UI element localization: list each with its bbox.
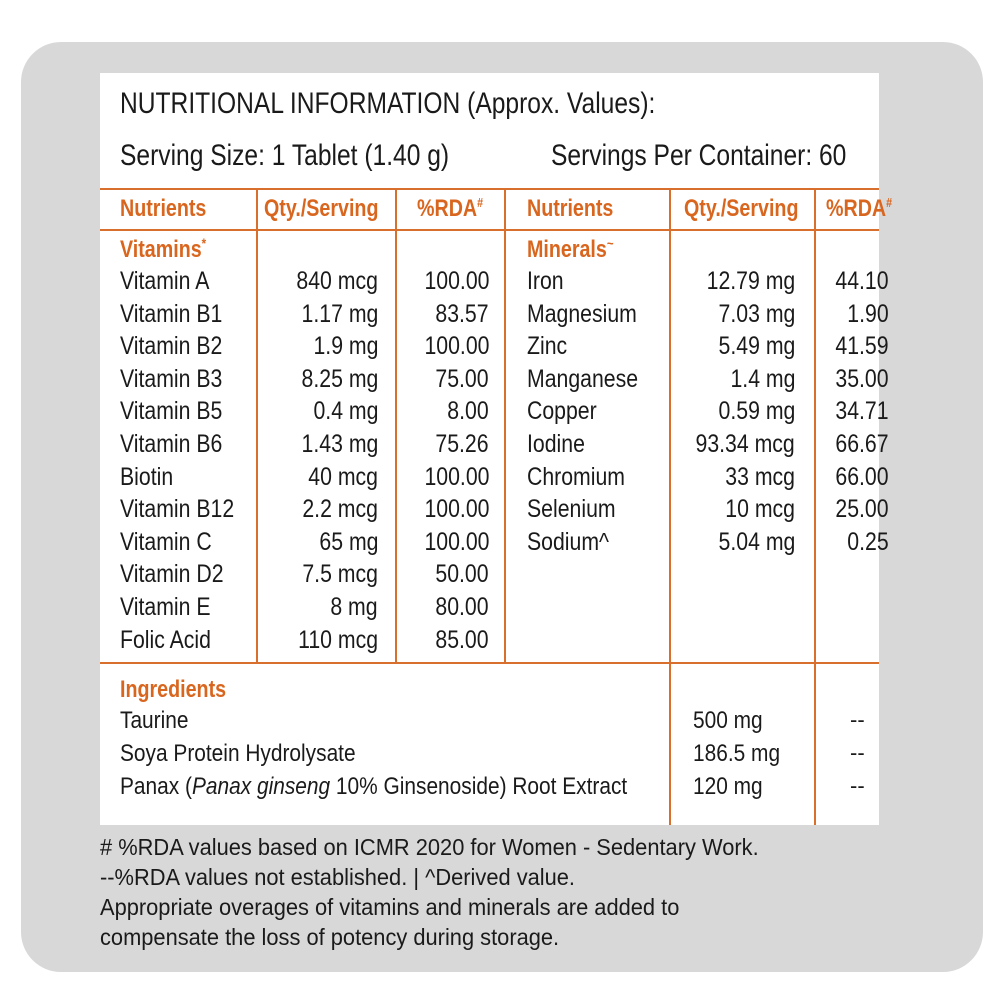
nutrient-name: Vitamin C (120, 527, 212, 556)
vitamins-row (120, 528, 495, 561)
vitamins-row (120, 267, 495, 300)
nutrient-qty: 2.2 mcg (302, 495, 378, 524)
nutrient-qty: 93.34 mcg (695, 429, 795, 458)
minerals-list (527, 267, 889, 560)
nutrient-rda: 100.00 (424, 462, 489, 491)
minerals-row (527, 429, 889, 463)
header-nutrients-right: Nutrients (527, 195, 614, 222)
footnote: compensate the loss of potency during storage. (100, 924, 560, 950)
nutrient-rda: 75.26 (435, 429, 489, 458)
minerals-row (527, 332, 889, 365)
nutrient-rda: 35.00 (835, 364, 889, 393)
ingredient-name: Soya Protein Hydrolysate (120, 740, 356, 767)
nutrient-qty: 12.79 mg (706, 267, 795, 295)
vitamins-label: Vitamins* (120, 235, 207, 263)
vitamins-row (120, 463, 495, 496)
ingredient-rda: -- (850, 773, 865, 798)
header-rda-right: %RDA# (826, 195, 893, 222)
nutrient-name: Chromium (527, 462, 626, 491)
nutrient-qty: 65 mg (318, 527, 378, 556)
minerals-row (527, 267, 889, 300)
header-qty-right: Qty./Serving (684, 195, 799, 222)
nutrient-rda: 100.00 (424, 527, 489, 556)
nutrient-qty: 7.5 mcg (302, 560, 378, 589)
nutrient-rda: 100.00 (424, 495, 489, 524)
nutrient-qty: 7.03 mg (718, 299, 795, 328)
nutrient-rda: 50.00 (435, 560, 489, 589)
nutrient-rda: 44.10 (835, 267, 889, 295)
header-rda-left: %RDA# (417, 195, 484, 222)
ingredients-label: Ingredients (120, 676, 227, 703)
ingredient-rda: -- (850, 707, 865, 732)
nutrient-qty: 0.4 mg (313, 397, 378, 426)
nutrient-rda: 1.90 (847, 299, 889, 328)
nutrient-rda: 83.57 (435, 299, 489, 328)
serving-size: Serving Size: 1 Tablet (1.40 g) (120, 139, 450, 172)
nutrient-rda: 25.00 (835, 495, 889, 524)
nutrient-qty: 40 mcg (308, 462, 378, 491)
nutrient-qty: 1.4 mg (730, 364, 795, 393)
nutrient-name: Manganese (527, 364, 639, 393)
nutrient-name: Folic Acid (120, 625, 211, 654)
nutrition-panel (100, 73, 893, 825)
vitamins-row (120, 593, 495, 626)
nutrient-qty: 110 mcg (298, 625, 378, 654)
nutrient-rda: 100.00 (424, 267, 489, 295)
nutrient-rda: 100.00 (424, 332, 489, 361)
ingredient-qty: 186.5 mg (693, 740, 781, 767)
nutrient-name: Vitamin E (120, 592, 211, 621)
nutrient-qty: 10 mcg (725, 495, 795, 524)
nutrient-qty: 1.9 mg (313, 332, 378, 361)
ingredient-qty: 500 mg (693, 707, 763, 734)
footnote: # %RDA values based on ICMR 2020 for Women - Sedentary Work. (100, 834, 759, 860)
nutrient-name: Vitamin B2 (120, 332, 223, 361)
nutrient-name: Iron (527, 267, 564, 295)
col-divider-3 (504, 188, 506, 664)
nutrient-qty: 1.17 mg (301, 299, 378, 328)
nutrient-rda: 85.00 (435, 625, 489, 654)
nutrient-rda: 0.25 (847, 527, 889, 556)
minerals-row (527, 527, 889, 561)
minerals-row (527, 299, 889, 333)
nutrient-name: Vitamin A (120, 267, 210, 295)
minerals-row (527, 364, 889, 398)
nutrient-qty: 8 mg (330, 592, 378, 621)
nutrient-name: Vitamin B5 (120, 397, 223, 426)
ingredient-name: Panax (Panax ginseng 10% Ginsenoside) Root Extract (120, 773, 628, 800)
nutrient-rda: 8.00 (447, 397, 489, 426)
vitamins-row (120, 332, 495, 365)
nutrient-name: Biotin (120, 462, 174, 491)
header-qty-left: Qty./Serving (264, 195, 379, 222)
nutrient-qty: 8.25 mg (301, 364, 378, 393)
header-nutrients-left: Nutrients (120, 195, 207, 222)
nutrient-qty: 840 mcg (296, 267, 378, 295)
footnote: --%RDA values not established. | ^Derived value. (100, 864, 576, 890)
vitamins-row (120, 495, 495, 528)
nutrient-qty: 5.49 mg (718, 332, 795, 361)
nutrient-name: Vitamin B1 (120, 299, 223, 328)
vitamins-row (120, 397, 495, 430)
minerals-row (527, 462, 889, 496)
table-top-rule (100, 188, 879, 190)
nutrient-name: Vitamin B6 (120, 429, 223, 458)
header-bottom-rule (100, 229, 879, 231)
nutrient-qty: 33 mcg (725, 462, 795, 491)
nutrient-rda: 66.00 (835, 462, 889, 491)
nutrient-rda: 66.67 (835, 429, 889, 458)
nutrient-name: Copper (527, 397, 597, 426)
minerals-row (527, 495, 889, 528)
nutrient-name: Vitamin B3 (120, 364, 223, 393)
nutrient-qty: 1.43 mg (301, 429, 378, 458)
ingredients-top-rule (100, 662, 879, 664)
vitamins-row (120, 560, 495, 593)
vitamins-row (120, 365, 495, 398)
nutrient-name: Magnesium (527, 299, 637, 328)
nutrient-name: Iodine (527, 429, 585, 458)
nutrient-rda: 75.00 (435, 364, 489, 393)
ingredient-name: Taurine (120, 707, 189, 734)
ingredient-qty: 120 mg (693, 773, 763, 800)
vitamins-list (120, 267, 495, 658)
minerals-row (527, 397, 889, 430)
panel-title: NUTRITIONAL INFORMATION (Approx. Values): (120, 87, 656, 120)
nutrient-rda: 41.59 (835, 332, 889, 361)
nutrient-name: Vitamin B12 (120, 495, 235, 524)
vitamins-row (120, 430, 495, 463)
nutrient-qty: 5.04 mg (718, 527, 795, 556)
nutrient-qty: 0.59 mg (718, 397, 795, 426)
nutrient-name: Selenium (527, 495, 616, 524)
nutrient-name: Zinc (527, 332, 568, 361)
nutrient-name: Vitamin D2 (120, 560, 224, 589)
ingredient-rda: -- (850, 740, 865, 765)
nutrient-name: Sodium^ (527, 527, 610, 556)
vitamins-row (120, 626, 495, 659)
vitamins-row (120, 300, 495, 333)
nutrient-rda: 34.71 (835, 397, 889, 426)
minerals-label: Minerals~ (527, 235, 614, 263)
footnote: Appropriate overages of vitamins and minerals are added to (100, 894, 680, 920)
nutrient-rda: 80.00 (435, 592, 489, 621)
servings-per-container: Servings Per Container: 60 (551, 139, 847, 172)
